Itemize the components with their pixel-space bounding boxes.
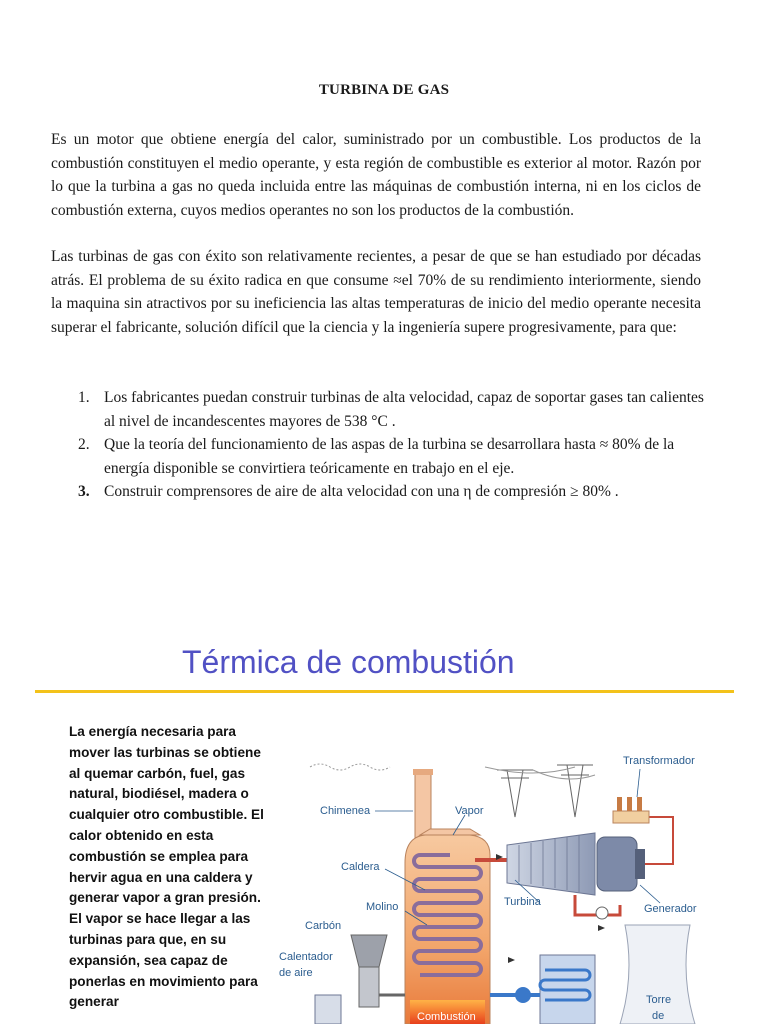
paragraph-1: Es un motor que obtiene energía del calor, suministrado por un combustible. Los productos de la combustión constituyen el medio operante, y esta región de combustible es exterior al motor. Razón por lo que la turbina a gas no queda incluida entre las máquinas de combustión interna, ni en los ciclos de combustión externa, cuyos medios operantes no son los productos de la combustión. [51,131,701,219]
list-number: 2. [78,436,90,454]
turbine-shape [507,833,595,895]
label-molino: Molino [366,901,399,913]
boiler-top [420,829,480,835]
pump-icon [596,907,608,919]
label-carbon: Carbón [305,920,342,932]
slide-body-text: La energía necesaria para mover las turbinas se obtiene al quemar carbón, fuel, gas natural, biodiésel, madera o cualquier otro combustible. El calor obtenido en esta combustión se emplea para hervir agua en una caldera y generar vapor a gran presión. El vapor se hace llegar a las turbinas para que, en su expansión, sea capaz de ponerlas en movimiento para generar [69,724,264,1010]
air-heater [315,995,341,1024]
chimney-cap [413,769,433,775]
label-chimenea: Chimenea [320,805,371,817]
thermal-plant-diagram [275,745,768,1024]
list-number: 3. [78,483,90,501]
coal-hopper [351,935,387,967]
label-calentador-1: Calentador [279,951,333,963]
list-item [74,480,708,504]
list-text: Que la teoría del funcionamiento de las aspas de la turbina se desarrollara hasta ≈ 80% de la energía disponible se convirtiera teóricamente en trabajo en el eje. [104,436,675,477]
label-transformador: Transformador [623,755,695,767]
power-towers [485,765,595,817]
title-divider [35,690,734,693]
slide-title: Térmica de combustión [182,644,515,680]
generator-shape [597,837,637,891]
document-title: TURBINA DE GAS [318,82,450,98]
list-text: Construir comprensores de aire de alta velocidad con una η de compresión ≥ 80% . [104,483,619,501]
boiler-shape [405,835,490,1024]
list-item [74,433,708,480]
list-text: Los fabricantes puedan construir turbinas de alta velocidad, capaz de soportar gases tan calientes al nivel de incandescentes mayores de 538 °C . [104,389,704,430]
power-line [645,817,673,864]
label-vapor: Vapor [455,805,484,817]
generator-shaft [635,849,645,879]
label-combustion: Combustión [417,1011,476,1023]
water-pump-icon [515,987,531,1003]
label-torre-1: Torre [646,994,672,1006]
smoke-line [310,764,390,770]
label-caldera: Caldera [341,861,380,873]
label-torre-2: de [652,1010,665,1022]
coal-mill [359,967,379,1007]
list-number: 1. [78,389,90,406]
requirements-list [74,386,708,504]
label-calentador-2: de aire [279,967,313,979]
transformer-shape [613,811,649,823]
transformer-insulators [617,797,642,811]
label-generador: Generador [644,903,697,915]
list-item [74,386,708,433]
label-turbina: Turbina [504,896,541,908]
paragraph-2: Las turbinas de gas con éxito son relativamente recientes, a pesar de que se han estudiado por décadas atrás. El problema de su éxito radica en que consume ≈el 70% de su rendimiento interiormente, siendo la maquina sin atractivos por su ineficiencia las altas temperaturas de inicio del medio operante necesita superar el fabricante, solución difícil que la ciencia y la ingeniería supere progresivamente, para que: [51,248,701,336]
